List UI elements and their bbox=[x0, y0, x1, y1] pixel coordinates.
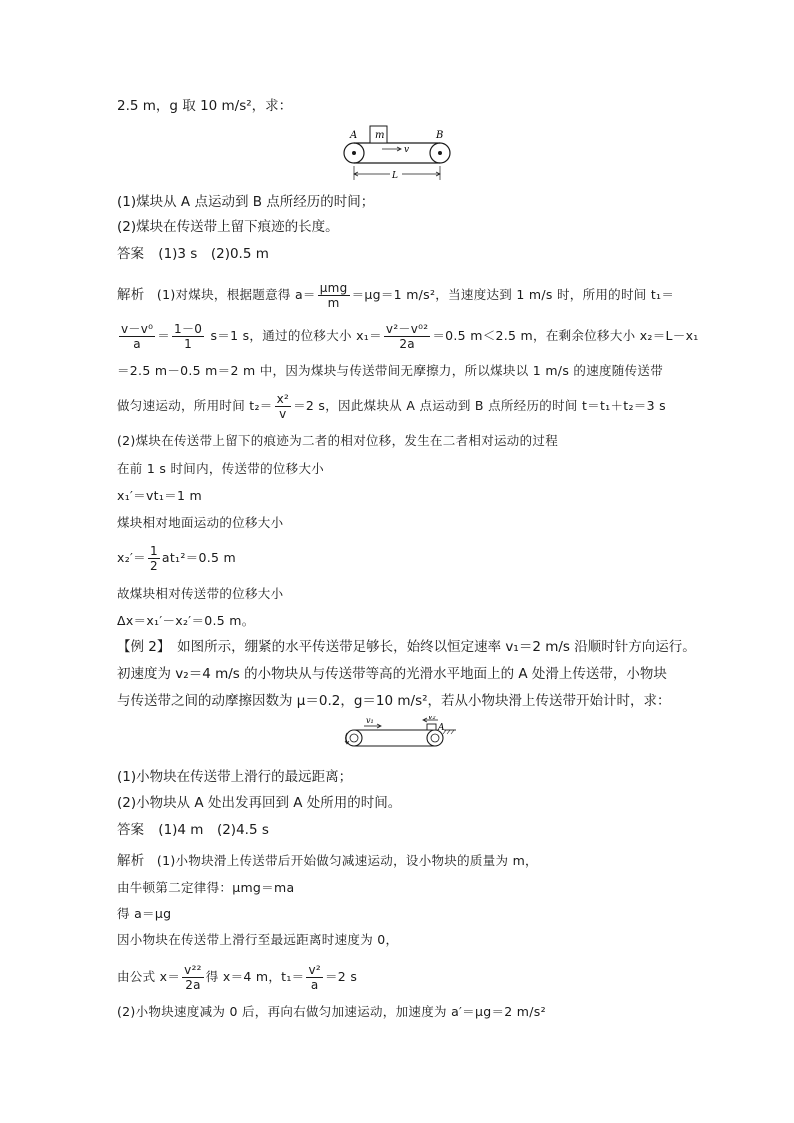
analysis-line-1 bbox=[117, 281, 674, 310]
analysis-part2-line-4: 煤块相对地面运动的位移大小 bbox=[117, 515, 284, 530]
solution-line-6: (2)小物块速度减为 0 后，再向右做匀加速运动，加速度为 a′＝μg＝2 m/s² bbox=[117, 1004, 546, 1019]
analysis-label: 解析 bbox=[117, 287, 145, 303]
answer-text: (1)4 m (2)4.5 s bbox=[158, 822, 269, 838]
example-2-question-2: (2)小物块从 A 处出发再回到 A 处所用的时间。 bbox=[117, 795, 402, 811]
analysis-part2-line-1: (2)煤块在传送带上留下的痕迹为二者的相对位移，发生在二者相对运动的过程 bbox=[117, 433, 559, 448]
answer-line-2 bbox=[117, 822, 269, 838]
analysis-line-4 bbox=[117, 392, 666, 421]
analysis-label: 解析 bbox=[117, 853, 145, 869]
fraction: $\frac{\text{x²}}{v}$ bbox=[276, 392, 290, 421]
velocity-label: v bbox=[404, 145, 410, 155]
analysis-part2-line-7: Δx＝x₁′－x₂′＝0.5 m。 bbox=[117, 613, 255, 628]
example-2-line-2: 初速度为 v₂＝4 m/s 的小物块从与传送带等高的光滑水平地面上的 A 处滑上传送带，小物块 bbox=[117, 666, 667, 682]
mass-label: m bbox=[375, 130, 385, 141]
belt-speed-label: v₁ bbox=[366, 716, 374, 725]
analysis-part2-line-6: 故煤块相对传送带的位移大小 bbox=[117, 586, 284, 601]
analysis-line-3: ＝2.5 m－0.5 m＝2 m 中，因为煤块与传送带间无摩擦力，所以煤块以 1 m/s 的速度随传送带 bbox=[117, 363, 664, 378]
point-a-label: A bbox=[438, 723, 445, 733]
fraction: $\frac{\text{v²²}}{2a}$ bbox=[184, 963, 202, 992]
analysis-part2-line-3: x₁′＝vt₁＝1 m bbox=[117, 488, 202, 503]
fraction: $\frac{\text{μmg}}{m}$ bbox=[319, 281, 348, 310]
point-b-label: B bbox=[436, 130, 444, 141]
problem-intro-line: 2.5 m，g 取 10 m/s²，求： bbox=[117, 98, 293, 114]
analysis-part2-line-2: 在前 1 s 时间内，传送带的位移大小 bbox=[117, 461, 325, 476]
solution-line-1 bbox=[117, 853, 538, 869]
point-a-label: A bbox=[350, 130, 358, 141]
analysis-text: ＝2 s bbox=[325, 969, 358, 984]
fraction: $\frac{1-0}{1}$ bbox=[174, 322, 203, 351]
fraction: $\frac{1}{2}$ bbox=[149, 544, 158, 573]
analysis-text: 得 x＝4 m，t₁＝ bbox=[205, 969, 305, 984]
solution-line-3: 得 a＝μg bbox=[117, 906, 172, 921]
solution-line-2: 由牛顿第二定律得：μmg＝ma bbox=[117, 880, 295, 895]
analysis-line-2: $\frac{\text{v－v⁰}}{a}$ ＝ $\frac{1-0}{1}$ s＝1 s，通过的位移大小 x₁＝ $\frac{\text{v²－v⁰²}}{2a}$ ＝0.5 m＜2.5 m，在剩余位移大小 x₂＝L－x₁ bbox=[121, 322, 699, 351]
solution-line-4: 因小物块在传送带上滑行至最远距离时速度为 0， bbox=[117, 932, 399, 947]
answer-line-1 bbox=[117, 246, 269, 262]
fraction: $\frac{\text{v²}}{a}$ bbox=[308, 963, 321, 992]
analysis-text: 做匀速运动，所用时间 t₂＝ bbox=[117, 398, 273, 413]
analysis-text: ＝2 s，因此煤块从 A 点运动到 B 点所经历的时间 t＝t₁＋t₂＝3 s bbox=[293, 398, 666, 413]
analysis-text: s＝1 s，通过的位移大小 x₁＝ bbox=[206, 328, 382, 343]
example-2-line-3: 与传送带之间的动摩擦因数为 μ＝0.2，g＝10 m/s²，若从小物块滑上传送带开始计时，求： bbox=[117, 693, 671, 709]
question-2: (2)煤块在传送带上留下痕迹的长度。 bbox=[117, 219, 339, 235]
example-2-line-1: 【例 2】 如图所示，绷紧的水平传送带足够长，始终以恒定速率 v₁＝2 m/s 沿顺时针方向运行。 bbox=[117, 639, 696, 655]
fraction: $\frac{\text{v²－v⁰²}}{2a}$ bbox=[385, 322, 429, 351]
analysis-text: ＝μg＝1 m/s²，当速度达到 1 m/s 时，所用的时间 t₁＝ bbox=[351, 287, 675, 302]
solution-line-5 bbox=[117, 963, 357, 992]
conveyor-belt-figure-1 bbox=[340, 122, 456, 184]
question-1: (1)煤块从 A 点运动到 B 点所经历的时间； bbox=[117, 194, 375, 210]
analysis-part2-line-5 bbox=[117, 544, 236, 573]
example-2-question-1: (1)小物块在传送带上滑行的最远距离； bbox=[117, 769, 353, 785]
length-label: L bbox=[392, 171, 398, 181]
block-speed-label: v₂ bbox=[428, 716, 436, 721]
answer-label: 答案 bbox=[117, 822, 144, 838]
answer-label: 答案 bbox=[117, 246, 144, 262]
fraction: $\frac{\text{v－v⁰}}{a}$ bbox=[121, 322, 154, 351]
conveyor-belt-figure-2 bbox=[340, 716, 458, 754]
analysis-text: x₂′＝ bbox=[117, 550, 146, 565]
analysis-text: (1)对煤块，根据题意得 a＝ bbox=[156, 287, 316, 302]
answer-text: (1)3 s (2)0.5 m bbox=[158, 246, 269, 262]
analysis-text: 由公式 x＝ bbox=[117, 969, 181, 984]
analysis-text: (1)小物块滑上传送带后开始做匀减速运动，设小物块的质量为 m， bbox=[156, 853, 538, 868]
analysis-text: at₁²＝0.5 m bbox=[161, 550, 237, 565]
analysis-text: ＝0.5 m＜2.5 m，在剩余位移大小 x₂＝L－x₁ bbox=[432, 328, 699, 343]
